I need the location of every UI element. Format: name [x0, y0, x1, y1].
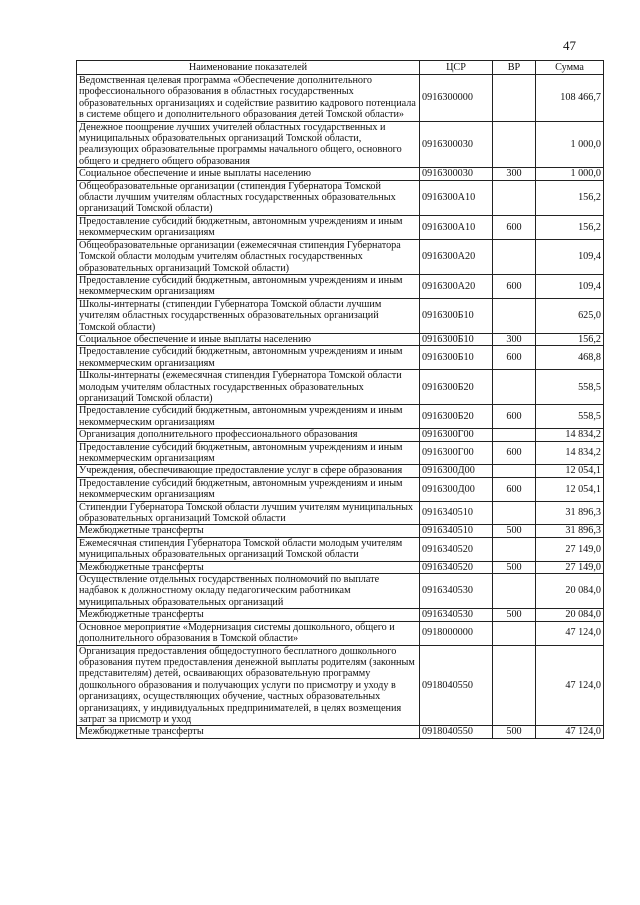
table-row: [77, 429, 604, 441]
row-name-cell: Ведомственная целевая программа «Обеспечение дополнительного профессионального образования в областных государственных образовательных организациях и содействие развитию кадрового потенциала в системе общего и дополнительного образования детей Томской области»: [77, 75, 420, 122]
row-csr-cell: 0916300Б20: [420, 405, 493, 429]
row-vr-cell: [493, 75, 536, 122]
table-row: [77, 477, 604, 501]
row-csr-cell: 0916300030: [420, 121, 493, 168]
budget-table: [76, 60, 604, 739]
table-row: [77, 561, 604, 573]
row-name-cell: Межбюджетные трансферты: [77, 726, 420, 738]
row-csr-cell: 0916300Д00: [420, 465, 493, 477]
row-name-cell: Межбюджетные трансферты: [77, 561, 420, 573]
row-name-cell: Предоставление субсидий бюджетным, автономным учреждениям и иным некоммерческим организациям: [77, 477, 420, 501]
row-vr-cell: [493, 537, 536, 561]
table-row: [77, 370, 604, 405]
row-sum-cell: 20 084,0: [536, 609, 604, 621]
row-name-cell: Организация предоставления общедоступного бесплатного дошкольного образования путем предоставления денежной выплаты родителям (законным представителям) детей, осваивающих образовательную программу дошкольного образования и получающих услуги по присмотру и уходу в организациях, осуществляющих обучение, частных образовательных организациях, у индивидуальных предпринимателей, в целях возмещения затрат за присмотр и уход: [77, 645, 420, 726]
row-sum-cell: 27 149,0: [536, 561, 604, 573]
row-vr-cell: [493, 370, 536, 405]
row-vr-cell: 300: [493, 168, 536, 180]
row-csr-cell: 0916300Б20: [420, 370, 493, 405]
row-name-cell: Межбюджетные трансферты: [77, 609, 420, 621]
header-vr: ВР: [493, 61, 536, 75]
row-csr-cell: 0916300Д00: [420, 477, 493, 501]
row-sum-cell: 27 149,0: [536, 537, 604, 561]
row-csr-cell: 0916300А20: [420, 274, 493, 298]
row-sum-cell: 108 466,7: [536, 75, 604, 122]
row-vr-cell: 500: [493, 609, 536, 621]
row-sum-cell: 156,2: [536, 215, 604, 239]
row-name-cell: Школы-интернаты (стипендии Губернатора Томской области лучшим учителям областных государственных образовательных организаций Томской области): [77, 298, 420, 333]
table-header-row: [77, 61, 604, 75]
row-csr-cell: 0916300Б10: [420, 346, 493, 370]
row-vr-cell: [493, 645, 536, 726]
row-vr-cell: [493, 465, 536, 477]
row-vr-cell: [493, 574, 536, 609]
row-sum-cell: 47 124,0: [536, 645, 604, 726]
row-vr-cell: [493, 298, 536, 333]
row-csr-cell: 0916300Б10: [420, 333, 493, 345]
row-name-cell: Предоставление субсидий бюджетным, автономным учреждениям и иным некоммерческим организациям: [77, 405, 420, 429]
table-row: [77, 441, 604, 465]
table-row: [77, 121, 604, 168]
row-sum-cell: 47 124,0: [536, 726, 604, 738]
row-csr-cell: 0916300А20: [420, 239, 493, 274]
header-sum: Сумма: [536, 61, 604, 75]
page-number: 47: [563, 38, 576, 53]
table-row: [77, 645, 604, 726]
table-row: [77, 180, 604, 215]
row-vr-cell: 300: [493, 333, 536, 345]
table-body: [77, 75, 604, 739]
row-csr-cell: 0916300030: [420, 168, 493, 180]
row-sum-cell: 109,4: [536, 274, 604, 298]
table-row: [77, 574, 604, 609]
row-csr-cell: 0916300Г00: [420, 441, 493, 465]
row-vr-cell: 500: [493, 726, 536, 738]
row-vr-cell: [493, 621, 536, 645]
row-name-cell: Учреждения, обеспечивающие предоставление услуг в сфере образования: [77, 465, 420, 477]
row-csr-cell: 0918040550: [420, 645, 493, 726]
row-sum-cell: 156,2: [536, 180, 604, 215]
row-csr-cell: 0916300Г00: [420, 429, 493, 441]
row-name-cell: Стипендии Губернатора Томской области лучшим учителям муниципальных образовательных организаций Томской области: [77, 501, 420, 525]
row-name-cell: Организация дополнительного профессионального образования: [77, 429, 420, 441]
row-name-cell: Социальное обеспечение и иные выплаты населению: [77, 333, 420, 345]
row-csr-cell: 0916300Б10: [420, 298, 493, 333]
row-vr-cell: 600: [493, 477, 536, 501]
row-csr-cell: 0916340520: [420, 537, 493, 561]
table-row: [77, 621, 604, 645]
table-row: [77, 501, 604, 525]
table-row: [77, 333, 604, 345]
row-sum-cell: 14 834,2: [536, 429, 604, 441]
row-sum-cell: 12 054,1: [536, 477, 604, 501]
table-row: [77, 726, 604, 738]
row-sum-cell: 12 054,1: [536, 465, 604, 477]
table-row: [77, 168, 604, 180]
row-name-cell: Общеобразовательные организации (ежемесячная стипендия Губернатора Томской области молодым учителям областных государственных образовательных организаций Томской области): [77, 239, 420, 274]
table-row: [77, 239, 604, 274]
row-sum-cell: 109,4: [536, 239, 604, 274]
table-row: [77, 215, 604, 239]
row-name-cell: Общеобразовательные организации (стипендия Губернатора Томской области лучшим учителям областных государственных образовательных организаций Томской области): [77, 180, 420, 215]
table-row: [77, 609, 604, 621]
row-vr-cell: [493, 239, 536, 274]
row-vr-cell: [493, 501, 536, 525]
row-vr-cell: 600: [493, 215, 536, 239]
header-name: Наименование показателей: [77, 61, 420, 75]
table-row: [77, 405, 604, 429]
row-sum-cell: 558,5: [536, 405, 604, 429]
row-sum-cell: 1 000,0: [536, 121, 604, 168]
row-vr-cell: 600: [493, 274, 536, 298]
row-sum-cell: 156,2: [536, 333, 604, 345]
row-vr-cell: 500: [493, 525, 536, 537]
row-csr-cell: 0916340510: [420, 501, 493, 525]
row-name-cell: Предоставление субсидий бюджетным, автономным учреждениям и иным некоммерческим организациям: [77, 215, 420, 239]
row-name-cell: Школы-интернаты (ежемесячная стипендия Губернатора Томской области молодым учителям областных государственных образовательных организаций Томской области): [77, 370, 420, 405]
row-name-cell: Ежемесячная стипендия Губернатора Томской области молодым учителям муниципальных образовательных организаций Томской области: [77, 537, 420, 561]
row-csr-cell: 0916300000: [420, 75, 493, 122]
row-csr-cell: 0916300А10: [420, 180, 493, 215]
row-csr-cell: 0916300А10: [420, 215, 493, 239]
row-name-cell: Денежное поощрение лучших учителей областных государственных и муниципальных образовательных организаций Томской области, реализующих образовательные программы начального общего, основного общего и среднего общего образования: [77, 121, 420, 168]
row-sum-cell: 468,8: [536, 346, 604, 370]
row-sum-cell: 14 834,2: [536, 441, 604, 465]
row-name-cell: Осуществление отдельных государственных полномочий по выплате надбавок к должностному окладу педагогическим работникам муниципальных образовательных организаций: [77, 574, 420, 609]
row-csr-cell: 0916340510: [420, 525, 493, 537]
table-row: [77, 465, 604, 477]
row-sum-cell: 1 000,0: [536, 168, 604, 180]
row-sum-cell: 20 084,0: [536, 574, 604, 609]
row-csr-cell: 0918040550: [420, 726, 493, 738]
row-csr-cell: 0918000000: [420, 621, 493, 645]
row-name-cell: Предоставление субсидий бюджетным, автономным учреждениям и иным некоммерческим организациям: [77, 346, 420, 370]
row-name-cell: Предоставление субсидий бюджетным, автономным учреждениям и иным некоммерческим организациям: [77, 441, 420, 465]
header-csr: ЦСР: [420, 61, 493, 75]
row-name-cell: Основное мероприятие «Модернизация системы дошкольного, общего и дополнительного образования в Томской области»: [77, 621, 420, 645]
row-sum-cell: 558,5: [536, 370, 604, 405]
table-row: [77, 525, 604, 537]
row-sum-cell: 47 124,0: [536, 621, 604, 645]
row-vr-cell: 600: [493, 405, 536, 429]
row-csr-cell: 0916340520: [420, 561, 493, 573]
table-row: [77, 75, 604, 122]
row-vr-cell: 500: [493, 561, 536, 573]
row-sum-cell: 31 896,3: [536, 525, 604, 537]
row-name-cell: Социальное обеспечение и иные выплаты населению: [77, 168, 420, 180]
row-name-cell: Предоставление субсидий бюджетным, автономным учреждениям и иным некоммерческим организациям: [77, 274, 420, 298]
row-name-cell: Межбюджетные трансферты: [77, 525, 420, 537]
row-csr-cell: 0916340530: [420, 609, 493, 621]
table-row: [77, 537, 604, 561]
row-vr-cell: 600: [493, 346, 536, 370]
row-sum-cell: 625,0: [536, 298, 604, 333]
table-row: [77, 298, 604, 333]
row-vr-cell: [493, 180, 536, 215]
table-row: [77, 274, 604, 298]
table-row: [77, 346, 604, 370]
row-sum-cell: 31 896,3: [536, 501, 604, 525]
row-vr-cell: 600: [493, 441, 536, 465]
row-csr-cell: 0916340530: [420, 574, 493, 609]
row-vr-cell: [493, 121, 536, 168]
row-vr-cell: [493, 429, 536, 441]
